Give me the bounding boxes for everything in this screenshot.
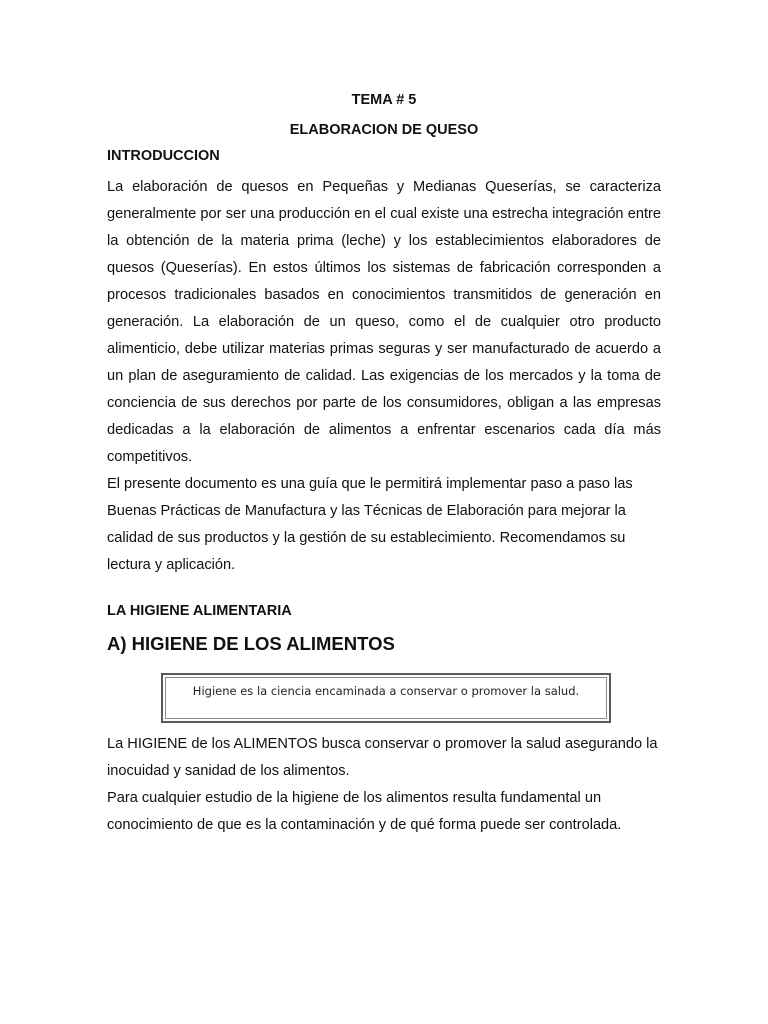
definition-text: Higiene es la ciencia encaminada a conservar o promover la salud. [192, 684, 580, 698]
subsection-heading: A) HIGIENE DE LOS ALIMENTOS [107, 633, 395, 654]
definition-box [161, 673, 611, 723]
document-subtitle: ELABORACION DE QUESO [289, 122, 479, 138]
intro-paragraph-1: La elaboración de quesos en Pequeñas y Medianas Queserías, se caracteriza generalmente por ser una producción en el cual existe una estrecha integración entre la obtención de la materia prima (leche) y los establecimientos elaboradores de quesos (Queserías). En estos últimos los sistemas de fabricación corresponden a procesos tradicionales basados en conocimientos transmitidos de generación en generación. La elaboración de un queso, como el de cualquier otro producto alimenticio, debe utilizar materias primas seguras y ser manufacturado de acuerdo a un plan de aseguramiento de calidad. Las exigencias de los mercados y la toma de conciencia de sus derechos por parte de los consumidores, obligan a las empresas dedicadas a la elaboración de alimentos a enfrentar escenarios cada día más competitivos. [107, 179, 661, 465]
hygiene-paragraph-1: La HIGIENE de los ALIMENTOS busca conservar o promover la salud asegurando la inocuidad y sanidad de los alimentos. [107, 736, 658, 779]
intro-heading: INTRODUCCION [107, 148, 220, 164]
document-title: TEMA # 5 [351, 92, 417, 108]
intro-paragraph-2: El presente documento es una guía que le permitirá implementar paso a paso las Buenas Prácticas de Manufactura y las Técnicas de Elaboración para mejorar la calidad de sus productos y la gestión de su establecimiento. Recomendamos su lectura y aplicación. [107, 476, 633, 573]
section-heading: LA HIGIENE ALIMENTARIA [107, 603, 292, 619]
document-body [107, 90, 661, 839]
hygiene-paragraph-2: Para cualquier estudio de la higiene de los alimentos resulta fundamental un conocimiento de que es la contaminación y de qué forma puede ser controlada. [107, 790, 622, 833]
